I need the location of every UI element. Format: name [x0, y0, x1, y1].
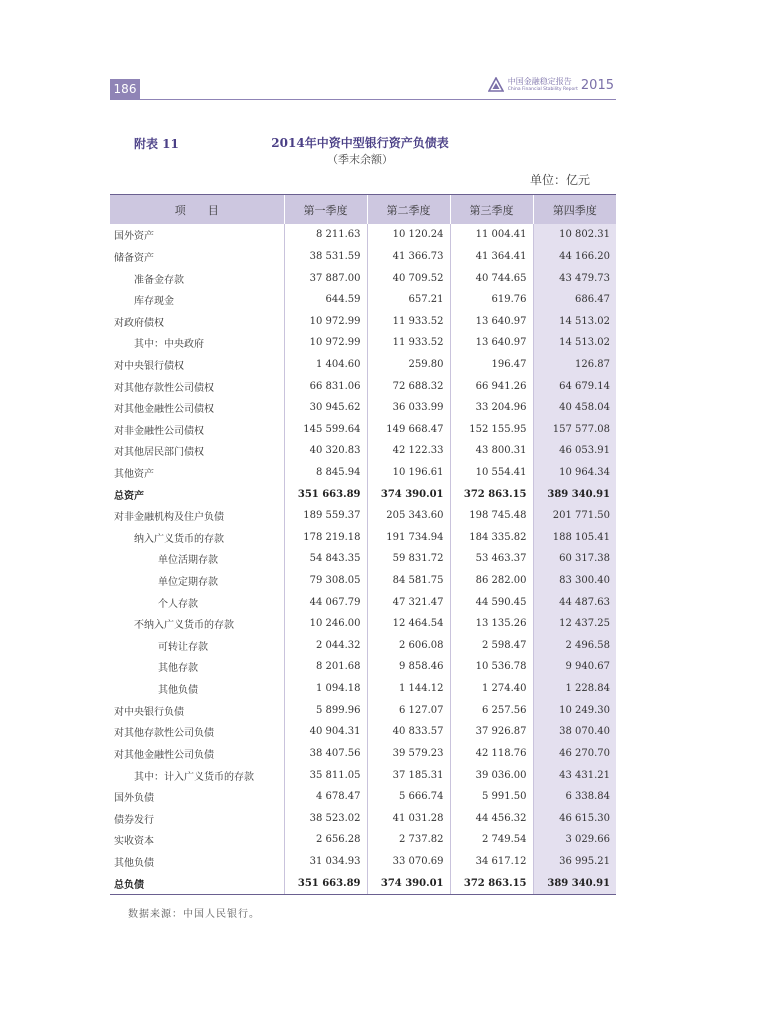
- cell-q4: 64 679.14: [533, 375, 616, 397]
- table-row: [110, 829, 616, 851]
- report-logo-icon: [488, 77, 504, 93]
- cell-q1: 38 523.02: [284, 807, 367, 829]
- cell-q2: 47 321.47: [367, 591, 450, 613]
- row-label: 对政府债权: [114, 317, 164, 329]
- row-label: 个人存款: [158, 598, 198, 610]
- row-label: 准备金存款: [134, 274, 184, 286]
- cell-q2: 374 390.01: [367, 872, 450, 894]
- cell-q4: 389 340.91: [533, 872, 616, 894]
- cell-q4: 9 940.67: [533, 656, 616, 678]
- cell-q3: 5 991.50: [450, 786, 533, 808]
- cell-q2: 205 343.60: [367, 505, 450, 527]
- table-row: [110, 721, 616, 743]
- table-title: 2014年中资中型银行资产负债表: [271, 136, 449, 150]
- brand-year: 2015: [580, 77, 614, 93]
- cell-q2: 39 579.23: [367, 743, 450, 765]
- cell-q4: 44 487.63: [533, 591, 616, 613]
- cell-q1: 10 246.00: [284, 613, 367, 635]
- cell-q2: 9 858.46: [367, 656, 450, 678]
- row-label: 对中央银行负债: [114, 706, 184, 718]
- cell-q1: 8 201.68: [284, 656, 367, 678]
- row-label: 对非金融性公司债权: [114, 425, 204, 437]
- unit-label: 单位：亿元: [529, 173, 590, 187]
- row-label: 库存现金: [134, 296, 174, 308]
- table-row: [110, 807, 616, 829]
- cell-q3: 41 364.41: [450, 246, 533, 268]
- cell-q2: 12 464.54: [367, 613, 450, 635]
- cell-q4: 38 070.40: [533, 721, 616, 743]
- cell-q4: 14 513.02: [533, 332, 616, 354]
- row-label: 对其他存款性公司债权: [114, 382, 214, 394]
- row-label: 其中：计入广义货币的存款: [134, 771, 254, 783]
- cell-q3: 13 640.97: [450, 310, 533, 332]
- cell-q1: 66 831.06: [284, 375, 367, 397]
- cell-q4: 126.87: [533, 354, 616, 376]
- cell-q2: 374 390.01: [367, 483, 450, 505]
- row-label: 不纳入广义货币的存款: [134, 620, 234, 632]
- cell-q4: 10 802.31: [533, 224, 616, 246]
- cell-q2: 2 737.82: [367, 829, 450, 851]
- cell-q2: 36 033.99: [367, 397, 450, 419]
- table-row: [110, 310, 616, 332]
- row-label: 国外资产: [114, 231, 154, 243]
- cell-q4: 2 496.58: [533, 635, 616, 657]
- column-header-q4: 第四季度: [533, 195, 616, 224]
- cell-q1: 189 559.37: [284, 505, 367, 527]
- cell-q2: 259.80: [367, 354, 450, 376]
- row-label: 总资产: [114, 490, 144, 502]
- cell-q1: 178 219.18: [284, 527, 367, 549]
- table-label: 附表 11: [134, 137, 179, 151]
- row-label: 其他资产: [114, 469, 154, 480]
- cell-q1: 8 211.63: [284, 224, 367, 246]
- balance-sheet-table: [110, 195, 616, 895]
- table-row: [110, 418, 616, 440]
- row-label: 其他负债: [158, 685, 198, 697]
- cell-q1: 40 904.31: [284, 721, 367, 743]
- row-label: 单位定期存款: [158, 577, 218, 589]
- table-row: [110, 548, 616, 570]
- cell-q3: 10 554.41: [450, 462, 533, 484]
- cell-q2: 191 734.94: [367, 527, 450, 549]
- cell-q1: 54 843.35: [284, 548, 367, 570]
- row-label: 其中：中央政府: [134, 339, 204, 351]
- cell-q3: 43 800.31: [450, 440, 533, 462]
- cell-q4: 1 228.84: [533, 678, 616, 700]
- cell-q1: 37 887.00: [284, 267, 367, 289]
- cell-q3: 40 744.65: [450, 267, 533, 289]
- cell-q1: 351 663.89: [284, 872, 367, 894]
- cell-q1: 351 663.89: [284, 483, 367, 505]
- table-row: [110, 354, 616, 376]
- cell-q4: 6 338.84: [533, 786, 616, 808]
- cell-q4: 10 249.30: [533, 699, 616, 721]
- column-header-q2: 第二季度: [367, 195, 450, 224]
- table-row: [110, 635, 616, 657]
- cell-q3: 13 135.26: [450, 613, 533, 635]
- cell-q2: 10 196.61: [367, 462, 450, 484]
- table-subtitle: （季末余额）: [327, 153, 393, 166]
- cell-q1: 2 044.32: [284, 635, 367, 657]
- cell-q1: 644.59: [284, 289, 367, 311]
- table-row: [110, 462, 616, 484]
- cell-q1: 8 845.94: [284, 462, 367, 484]
- row-label: 国外负债: [114, 793, 154, 805]
- cell-q2: 37 185.31: [367, 764, 450, 786]
- cell-q3: 66 941.26: [450, 375, 533, 397]
- row-label: 对其他金融性公司债权: [114, 404, 214, 416]
- row-label: 储备资产: [114, 252, 154, 264]
- row-label: 单位活期存款: [158, 555, 218, 567]
- table-row: [110, 440, 616, 462]
- cell-q2: 59 831.72: [367, 548, 450, 570]
- cell-q2: 72 688.32: [367, 375, 450, 397]
- table-row: [110, 743, 616, 765]
- cell-q1: 4 678.47: [284, 786, 367, 808]
- row-label: 债券发行: [114, 814, 154, 826]
- cell-q3: 6 257.56: [450, 699, 533, 721]
- brand-title-en: China Financial Stability Report: [507, 86, 578, 92]
- cell-q4: 44 166.20: [533, 246, 616, 268]
- cell-q4: 43 479.73: [533, 267, 616, 289]
- cell-q4: 201 771.50: [533, 505, 616, 527]
- cell-q1: 2 656.28: [284, 829, 367, 851]
- table-header-row: [110, 195, 616, 224]
- table-row: [110, 267, 616, 289]
- cell-q4: 157 577.08: [533, 418, 616, 440]
- cell-q4: 46 270.70: [533, 743, 616, 765]
- row-label: 其他负债: [114, 857, 154, 869]
- cell-q3: 372 863.15: [450, 872, 533, 894]
- cell-q2: 149 668.47: [367, 418, 450, 440]
- cell-q2: 657.21: [367, 289, 450, 311]
- cell-q3: 10 536.78: [450, 656, 533, 678]
- cell-q3: 44 590.45: [450, 591, 533, 613]
- row-label: 对其他居民部门债权: [114, 447, 204, 459]
- cell-q1: 38 407.56: [284, 743, 367, 765]
- table-body: [110, 224, 616, 894]
- cell-q3: 198 745.48: [450, 505, 533, 527]
- column-header-q1: 第一季度: [284, 195, 367, 224]
- row-label: 总负债: [110, 872, 284, 894]
- cell-q3: 152 155.95: [450, 418, 533, 440]
- cell-q3: 619.76: [450, 289, 533, 311]
- row-label: 可转让存款: [158, 641, 208, 653]
- table-row: [110, 483, 616, 505]
- table-row: [110, 786, 616, 808]
- cell-q2: 5 666.74: [367, 786, 450, 808]
- cell-q4: 14 513.02: [533, 310, 616, 332]
- row-label: 实收资本: [114, 836, 154, 848]
- column-header-q3: 第三季度: [450, 195, 533, 224]
- cell-q1: 10 972.99: [284, 310, 367, 332]
- cell-q3: 196.47: [450, 354, 533, 376]
- cell-q2: 40 833.57: [367, 721, 450, 743]
- cell-q3: 34 617.12: [450, 851, 533, 873]
- cell-q3: 2 749.54: [450, 829, 533, 851]
- cell-q1: 40 320.83: [284, 440, 367, 462]
- cell-q2: 1 144.12: [367, 678, 450, 700]
- cell-q3: 11 004.41: [450, 224, 533, 246]
- cell-q4: 46 615.30: [533, 807, 616, 829]
- table-row: [110, 289, 616, 311]
- row-label: 对中央银行债权: [114, 360, 184, 372]
- row-label: 对非金融机构及住户负债: [114, 512, 224, 524]
- cell-q4: 389 340.91: [533, 483, 616, 505]
- table-row: [110, 656, 616, 678]
- cell-q4: 43 431.21: [533, 764, 616, 786]
- cell-q3: 53 463.37: [450, 548, 533, 570]
- cell-q1: 38 531.59: [284, 246, 367, 268]
- cell-q1: 1 094.18: [284, 678, 367, 700]
- cell-q3: 2 598.47: [450, 635, 533, 657]
- cell-q2: 84 581.75: [367, 570, 450, 592]
- cell-q3: 39 036.00: [450, 764, 533, 786]
- cell-q4: 12 437.25: [533, 613, 616, 635]
- report-brand: [488, 77, 614, 93]
- cell-q2: 40 709.52: [367, 267, 450, 289]
- table-row: [110, 224, 616, 246]
- cell-q4: 3 029.66: [533, 829, 616, 851]
- row-label: 纳入广义货币的存款: [134, 533, 224, 545]
- cell-q2: 33 070.69: [367, 851, 450, 873]
- row-label: 对其他金融性公司负债: [114, 749, 214, 761]
- cell-q1: 31 034.93: [284, 851, 367, 873]
- cell-q1: 5 899.96: [284, 699, 367, 721]
- cell-q2: 41 366.73: [367, 246, 450, 268]
- cell-q1: 1 404.60: [284, 354, 367, 376]
- table-row: [110, 570, 616, 592]
- cell-q1: 145 599.64: [284, 418, 367, 440]
- cell-q4: 10 964.34: [533, 462, 616, 484]
- table-row: [110, 505, 616, 527]
- cell-q3: 37 926.87: [450, 721, 533, 743]
- table-row: [110, 397, 616, 419]
- cell-q3: 33 204.96: [450, 397, 533, 419]
- cell-q3: 372 863.15: [450, 483, 533, 505]
- cell-q1: 30 945.62: [284, 397, 367, 419]
- cell-q2: 2 606.08: [367, 635, 450, 657]
- cell-q3: 42 118.76: [450, 743, 533, 765]
- table-row: [110, 764, 616, 786]
- row-label: 对其他存款性公司负债: [114, 728, 214, 740]
- table-row: [110, 246, 616, 268]
- table-row: [110, 527, 616, 549]
- cell-q4: 46 053.91: [533, 440, 616, 462]
- cell-q1: 79 308.05: [284, 570, 367, 592]
- table-row: [110, 375, 616, 397]
- cell-q3: 184 335.82: [450, 527, 533, 549]
- table-row: [110, 613, 616, 635]
- row-label: 其他存款: [158, 663, 198, 675]
- cell-q4: 60 317.38: [533, 548, 616, 570]
- cell-q4: 83 300.40: [533, 570, 616, 592]
- table-row: [110, 678, 616, 700]
- brand-title-cn: 中国金融稳定报告: [507, 76, 572, 86]
- cell-q2: 11 933.52: [367, 332, 450, 354]
- table-row: [110, 851, 616, 873]
- table-row: [110, 332, 616, 354]
- cell-q3: 44 456.32: [450, 807, 533, 829]
- cell-q1: 35 811.05: [284, 764, 367, 786]
- table-row: [110, 872, 616, 894]
- cell-q4: 36 995.21: [533, 851, 616, 873]
- table-row: [110, 699, 616, 721]
- cell-q4: 686.47: [533, 289, 616, 311]
- column-header-item: 项 目: [110, 195, 284, 224]
- cell-q1: 10 972.99: [284, 332, 367, 354]
- cell-q2: 10 120.24: [367, 224, 450, 246]
- cell-q3: 86 282.00: [450, 570, 533, 592]
- header-divider: [110, 99, 616, 100]
- cell-q3: 13 640.97: [450, 332, 533, 354]
- page-number: 186: [110, 79, 140, 99]
- cell-q2: 42 122.33: [367, 440, 450, 462]
- cell-q4: 40 458.04: [533, 397, 616, 419]
- cell-q2: 6 127.07: [367, 699, 450, 721]
- cell-q4: 188 105.41: [533, 527, 616, 549]
- cell-q2: 11 933.52: [367, 310, 450, 332]
- data-source-note: 数据来源：中国人民银行。: [128, 909, 260, 920]
- cell-q1: 44 067.79: [284, 591, 367, 613]
- cell-q3: 1 274.40: [450, 678, 533, 700]
- cell-q2: 41 031.28: [367, 807, 450, 829]
- table-row: [110, 591, 616, 613]
